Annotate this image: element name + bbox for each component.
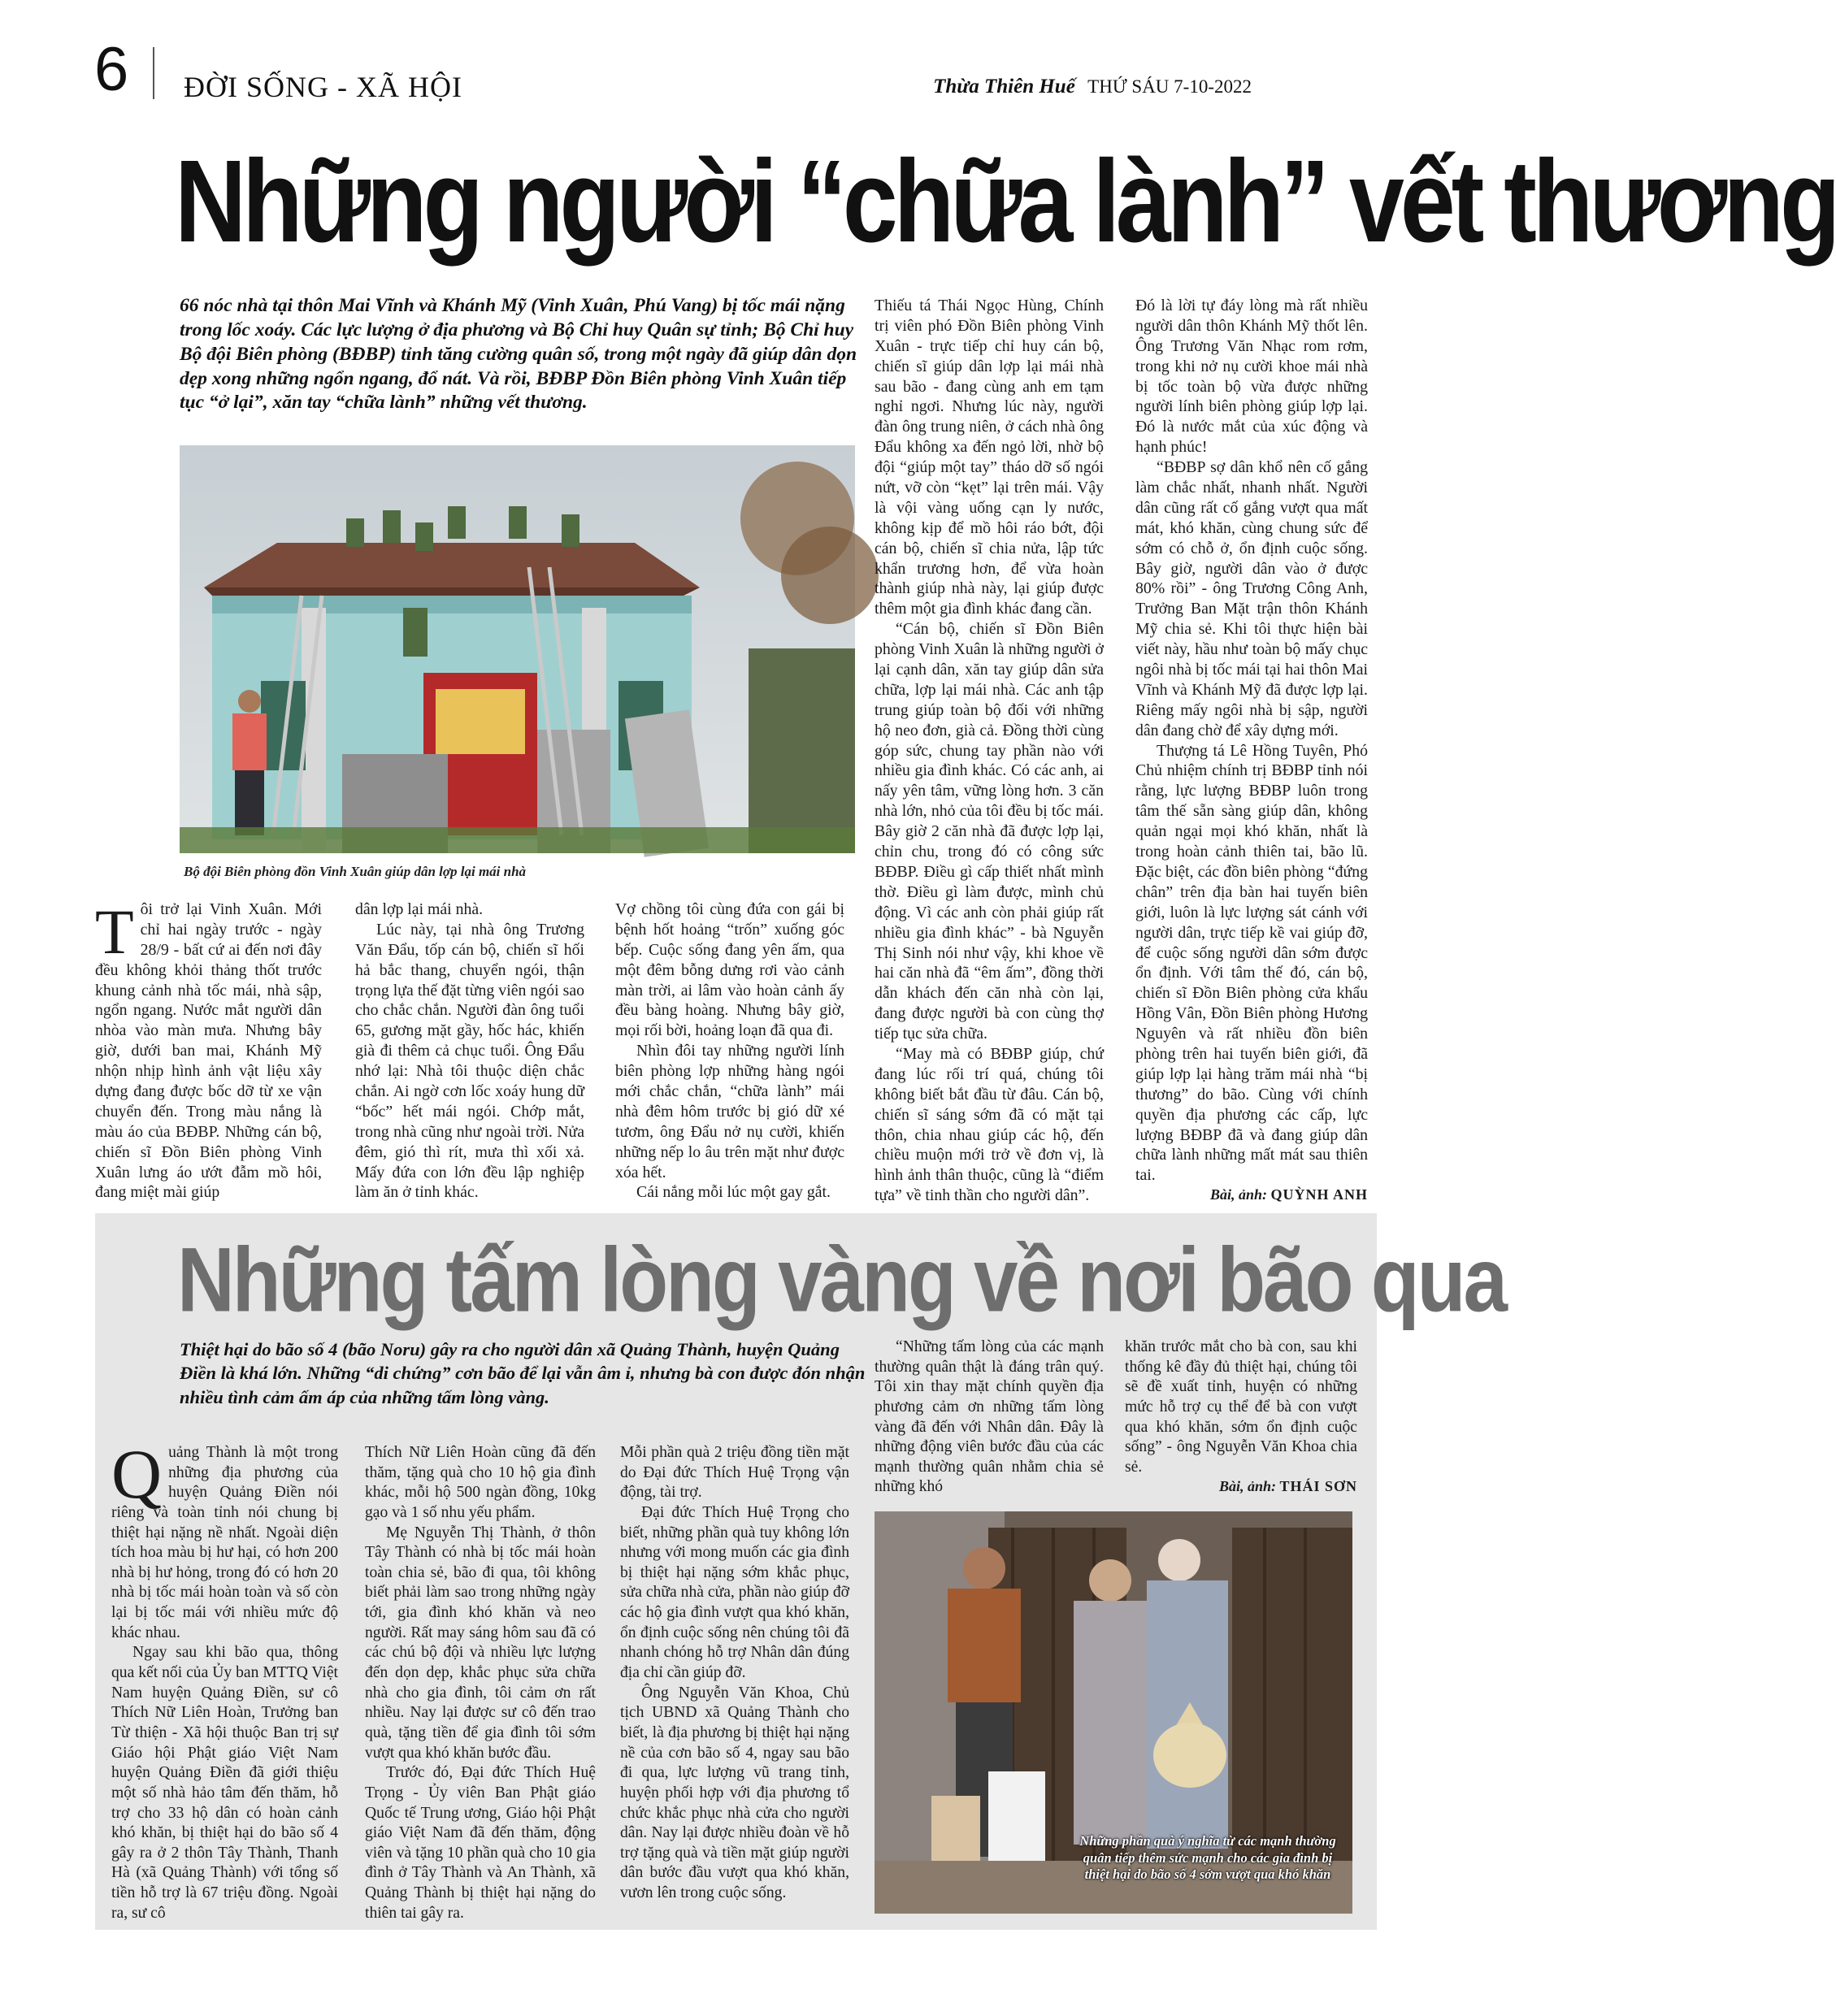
article1-column-2	[355, 900, 584, 1203]
article2-column-1	[111, 1435, 338, 1923]
article1-photo	[180, 445, 855, 853]
paragraph: Vợ chồng tôi cùng đứa con gái bị bệnh hốt hoảng “trốn” xuống góc bếp. Cuộc sống đang yên ấm, qua một đêm bỗng dưng rơi vào cảnh màn trời, ai lâm vào hoàn cảnh ấy đều bàng hoàng. Nhưng bây giờ, mọi rối bời, hoảng loạn đã qua đi.	[615, 900, 844, 1040]
article1-photo-caption: Bộ đội Biên phòng đồn Vinh Xuân giúp dân lợp lại mái nhà	[184, 864, 527, 879]
paragraph: Thích Nữ Liên Hoàn cũng đã đến thăm, tặng quà cho 10 hộ gia đình khác, mỗi hộ 500 ngàn đồng, 10kg gạo và 1 số nhu yếu phẩm.	[365, 1444, 596, 1521]
paragraph: Trước đó, Đại đức Thích Huệ Trọng - Ủy viên Ban Phật giáo Quốc tế Trung ương, Giáo hội Phật giáo Việt Nam đã đến thăm, động viên và tặng 10 phần quà cho 10 gia đình ở Tây Thành và An Thành, xã Quảng Thành bị thiệt hại nặng do thiên tai gây ra.	[365, 1764, 596, 1922]
article2-headline: Những tấm lòng vàng về nơi bão qua	[177, 1228, 1505, 1331]
article2-lead: Thiệt hại do bão số 4 (bão Noru) gây ra cho người dân xã Quảng Thành, huyện Quảng Điền là khá lớn. Những “di chứng” cơn bão để lại vẫn âm ỉ, nhưng bà con được đón nhận nhiều tình cảm ấm áp của những tấm lòng vàng.	[180, 1339, 866, 1407]
issue-date: THỨ SÁU 7-10-2022	[1087, 76, 1252, 97]
article2-byline	[1125, 1477, 1357, 1496]
section-title: ĐỜI SỐNG - XÃ HỘI	[184, 71, 462, 103]
dropcap: T	[95, 896, 134, 967]
article2-column-2	[365, 1443, 596, 1923]
article1-column-3	[615, 900, 844, 1203]
paragraph: Thượng tá Lê Hồng Tuyên, Phó Chủ nhiệm chính trị BĐBP tỉnh nói rằng, lực lượng BĐBP luôn trong tâm thế sẵn sàng giúp dân, không quản ngại mọi khó khăn, nhất là trong hoàn cảnh thiên tai, bão lũ. Đặc biệt, các đồn biên phòng “đứng chân” trên địa bàn hai tuyến biên giới, luôn là lực lượng sát cánh với người dân, trực tiếp kề vai giúp đỡ, để cuộc sống người dân sớm được ổn định. Với tâm thế đó, cán bộ, chiến sĩ Đồn Biên phòng cửa khẩu Hồng Vân, Đồn Biên phòng Hương Nguyên và rất nhiều đồn biên phòng trên hai tuyến biên giới, đã giúp lợp lại hàng trăm mái nhà “bị thương” do bão. Cùng với chính quyền địa phương các cấp, lực lượng BĐBP đã và đang giúp dân chữa lành những mất mát sau thiên tai.	[1135, 741, 1368, 1185]
paragraph: Ngay sau khi bão qua, thông qua kết nối của Ủy ban MTTQ Việt Nam huyện Quảng Điền, sư cô Thích Nữ Liên Hoàn, Trưởng ban Từ thiện - Xã hội thuộc Ban trị sự Giáo hội Phật giáo Việt Nam huyện Quảng Điền đã giới thiệu một số nhà hảo tâm đến thăm, hỗ trợ cho 33 hộ dân có hoàn cảnh khó khăn, bị thiệt hại do bão số 4 gây ra ở 2 thôn Tây Thành, Thanh Hà (xã Quảng Thành) với tổng số tiền hỗ trợ là 67 triệu đồng. Ngoài ra, sư cô	[111, 1644, 338, 1922]
byline-prefix: Bài, ảnh:	[1218, 1478, 1276, 1495]
paragraph: “Những tấm lòng của các mạnh thường quân thật là đáng trân quý. Tôi xin thay mặt chính quyền địa phương cảm ơn những tấm lòng vàng đã đến với Nhân dân. Đây là những động viên bước đầu của các mạnh thường quân nhằm chia sẻ những khó	[875, 1338, 1104, 1496]
article1-lead: 66 nóc nhà tại thôn Mai Vĩnh và Khánh Mỹ (Vinh Xuân, Phú Vang) bị tốc mái nặng trong lốc xoáy. Các lực lượng ở địa phương và Bộ Chỉ huy Quân sự tỉnh; Bộ Chỉ huy Bộ đội Biên phòng (BĐBP) tỉnh tăng cường quân số, trong một ngày đã giúp dân dọn dẹp xong những ngổn ngang, đổ nát. Và rồi, BĐBP Đồn Biên phòng Vinh Xuân tiếp tục “ở lại”, xăn tay “chữa lành” những vết thương.	[180, 295, 857, 414]
paragraph: Thiếu tá Thái Ngọc Hùng, Chính trị viên phó Đồn Biên phòng Vinh Xuân - trực tiếp chỉ huy cán bộ, chiến sĩ giúp dân lợp lại mái nhà sau bão - đang cùng anh em tạm nghỉ ngơi. Nhưng lúc này, người đàn ông trung niên, ở cách nhà ông Đẩu không xa đến ngỏ lời, nhờ bộ đội “giúp một tay” tháo dỡ số ngói nứt, vỡ còn “kẹt” lại trên mái. Vậy là vội vàng uống cạn ly nước, không kịp để mồ hôi ráo bớt, đội cán bộ, chiến sĩ chia nửa, lập tức khẩn trương hơn, để vừa hoàn thành giúp nhà này, lại giúp được thêm một gia đình khác đang cần.	[875, 297, 1104, 618]
paragraph: Nhìn đôi tay những người lính biên phòng lợp những hàng ngói mới chắc chắn, “chữa lành” mái nhà đêm hôm trước bị gió dữ xé tươm, ông Đẩu nở nụ cười, khiến những nếp lo âu trên mặt như được xóa hết.	[615, 1042, 844, 1181]
paragraph: Mỗi phần quà 2 triệu đồng tiền mặt do Đại đức Thích Huệ Trọng vận động, tài trợ.	[620, 1444, 849, 1502]
article2-column-5	[1125, 1337, 1357, 1496]
paragraph: Cái nắng mỗi lúc một gay gắt.	[636, 1183, 831, 1202]
article1-column-1	[95, 896, 322, 1203]
article1-headline: Những người “chữa lành” vết thương	[175, 136, 1836, 267]
paragraph: Lúc này, tại nhà ông Trương Văn Đẩu, tốp cán bộ, chiến sĩ hối hả bắc thang, chuyển ngói, thận trọng lựa thế đặt từng viên ngói sao cho chắc chắn. Người đàn ông tuổi 65, gương mặt gầy, hốc hác, khiến già đi thêm cả chục tuổi. Ông Đẩu nhớ lại: Nhà tôi thuộc diện chắc chắn. Ai ngờ cơn lốc xoáy hung dữ “bốc” hết mái ngói. Chớp mắt, trong nhà cũng như ngoài trời. Nửa đêm, gió thì rít, mưa thì xối xả. Mấy đứa con lớn đều lập nghiệp làm ăn ở tỉnh khác.	[355, 920, 584, 1202]
paragraph: khăn trước mắt cho bà con, sau khi thống kê đầy đủ thiệt hại, chúng tôi sẽ đề xuất tỉnh, huyện có những mức hỗ trợ cụ thể để bà con vượt qua khó khăn, sớm ổn định cuộc sống” - ông Nguyễn Văn Khoa chia sẻ.	[1125, 1338, 1357, 1476]
byline-author: THÁI SƠN	[1279, 1478, 1357, 1495]
article1-column-4	[875, 296, 1104, 1206]
byline-author: QUỲNH ANH	[1270, 1186, 1368, 1203]
paragraph: Ông Nguyễn Văn Khoa, Chủ tịch UBND xã Quảng Thành cho biết, là địa phương bị thiệt hại nặng nề của cơn bão số 4, ngay sau bão đi qua, lực lượng vũ trang tỉnh, huyện phối hợp với địa phương tổ chức khắc phục nhà cửa cho người dân. Nay lại được nhiều đoàn về hỗ trợ tặng quà và tiền mặt giúp người dân bước đầu vượt qua khó khăn, vươn lên trong cuộc sống.	[620, 1684, 849, 1902]
paragraph: Đại đức Thích Huệ Trọng cho biết, những phần quà tuy không lớn nhưng với mong muốn các gia đình bị thiệt hại nặng sớm khắc phục, sửa chữa nhà cửa, phần nào giúp đỡ các hộ gia đình vượt qua khó khăn, ổn định cuộc sống nên chúng tôi đã nhanh chóng hỗ trợ Nhân dân đúng địa chỉ cần giúp đỡ.	[620, 1503, 849, 1682]
newspaper-brand: Thừa Thiên Huế	[933, 76, 1075, 98]
article1-col1-text: ôi trở lại Vinh Xuân. Mới chỉ hai ngày trước - ngày 28/9 - bất cứ ai đến nơi đây đều không khỏi thảng thốt trước khung cảnh nhà tốc mái, nhà sập, ngổn ngang. Nước mắt người dân nhòa vào màn mưa. Nhưng bây giờ, dưới ban mai, Khánh Mỹ nhộn nhịp hình ảnh vật liệu xây dựng đang được bốc dỡ từ xe vận chuyển đến. Trong màu nắng là màu áo của BĐBP. Những cán bộ, chiến sĩ Đồn Biên phòng Vinh Xuân lưng áo ướt đẫm mồ hôi, đang miệt mài giúp	[95, 900, 322, 1202]
article2-column-3	[620, 1443, 849, 1904]
masthead	[933, 76, 1252, 98]
paragraph: “May mà có BĐBP giúp, chứ đang lúc rối trí quá, chúng tôi không biết bắt đầu từ đâu. Cán bộ, chiến sĩ sáng sớm đã có mặt tại thôn, chia nhau giúp các hộ, đến chiều muộn mới trở về đơn vị, là hình ảnh thân thuộc, cũng là “điểm tựa” về tinh thần cho người dân”.	[875, 1044, 1104, 1205]
byline-prefix: Bài, ảnh:	[1209, 1186, 1267, 1203]
header-divider	[153, 47, 154, 99]
article1-byline	[1135, 1186, 1368, 1204]
paragraph: Đó là lời tự đáy lòng mà rất nhiều người dân thôn Khánh Mỹ thốt lên. Ông Trương Văn Nhạc rom rơm, trong khi nở nụ cười khoe mái nhà bị tốc toàn bộ vừa được những người lính biên phòng giúp lợp lại. Đó là nước mắt của xúc động và hạnh phúc!	[1135, 297, 1368, 457]
article2-photo-caption: Những phần quà ý nghĩa từ các mạnh thường quân tiếp thêm sức mạnh cho các gia đình bị thiệt hại do bão số 4 sớm vượt qua khó khăn	[1079, 1833, 1336, 1883]
dropcap: Q	[111, 1435, 163, 1513]
page-number: 6	[94, 35, 129, 104]
paragraph: “BĐBP sợ dân khổ nên cố gắng làm chắc nhất, nhanh nhất. Người dân cũng rất cố gắng vượt qua mất mát, khó khăn, cùng chung sức để sớm có chỗ ở, ổn định cuộc sống. Bây giờ, người dân vào ở được 80% rồi” - ông Trương Công Anh, Trưởng Ban Mặt trận thôn Khánh Mỹ chia sẻ. Khi tôi thực hiện bài viết này, hầu như toàn bộ mấy chục ngôi nhà bị tốc mái tại hai thôn Mai Vĩnh và Khánh Mỹ đã được lợp lại. Riêng mấy ngôi nhà bị sập, người dân đang chờ để xây dựng mới.	[1135, 458, 1368, 739]
article2-column-4	[875, 1337, 1104, 1498]
article1-column-5	[1135, 296, 1368, 1204]
paragraph: uảng Thành là một trong những địa phương của huyện Quảng Điền nói riêng và toàn tỉnh nói chung bị thiệt hại nặng nề nhất. Ngoài diện tích hoa màu bị hư hại, có hơn 200 nhà bị hư hỏng, trong đó có hơn 20 nhà bị tốc mái hoàn toàn và số còn lại bị tốc mái với nhiều mức độ khác nhau.	[111, 1444, 338, 1641]
paragraph: “Cán bộ, chiến sĩ Đồn Biên phòng Vinh Xuân là những người ở lại cạnh dân, xăn tay giúp dân sửa chữa, lợp lại mái nhà. Các anh tập trung giúp toàn bộ đối với những hộ neo đơn, già cả. Đồng thời cùng góp sức, chung tay phần nào với nhiều gia đình khác. Có các anh, ai nấy yên tâm, vững lòng hơn. 3 căn nhà lớn, nhỏ của tôi đều bị tốc mái. Bây giờ 2 căn nhà đã được lợp lại, chỉn chu, trong đó có công sức BĐBP. Điều gì cấp thiết nhất mình thờ. Điều gì làm được, mình chủ động. Vì các anh còn phải giúp rất nhiều gia đình khác” - bà Nguyễn Thị Sinh nói như vậy, khi khoe về hai căn nhà đã “êm ấm”, đồng thời dẫn khách đến căn nhà còn lại, đang được người bà con cùng thợ tiếp tục sửa chữa.	[875, 620, 1104, 1043]
paragraph: dân lợp lại mái nhà.	[355, 900, 484, 918]
soldiers-roofing-photo	[180, 445, 855, 853]
paragraph: Mẹ Nguyễn Thị Thành, ở thôn Tây Thành có nhà bị tốc mái hoàn toàn chia sẻ, bão đi qua, tôi không biết phải làm sao trong những ngày tới, gia đình khó khăn và neo người. Rất may sáng hôm sau đã có các chú bộ đội và nhiều lực lượng đến dọn dẹp, khắc phục sửa chữa nhà cho gia đình, tôi cảm ơn rất nhiều. Nay lại được sư cô đến trao quà, tặng tiền để gia đình tôi sớm vượt qua khó khăn bước đầu.	[365, 1524, 596, 1762]
